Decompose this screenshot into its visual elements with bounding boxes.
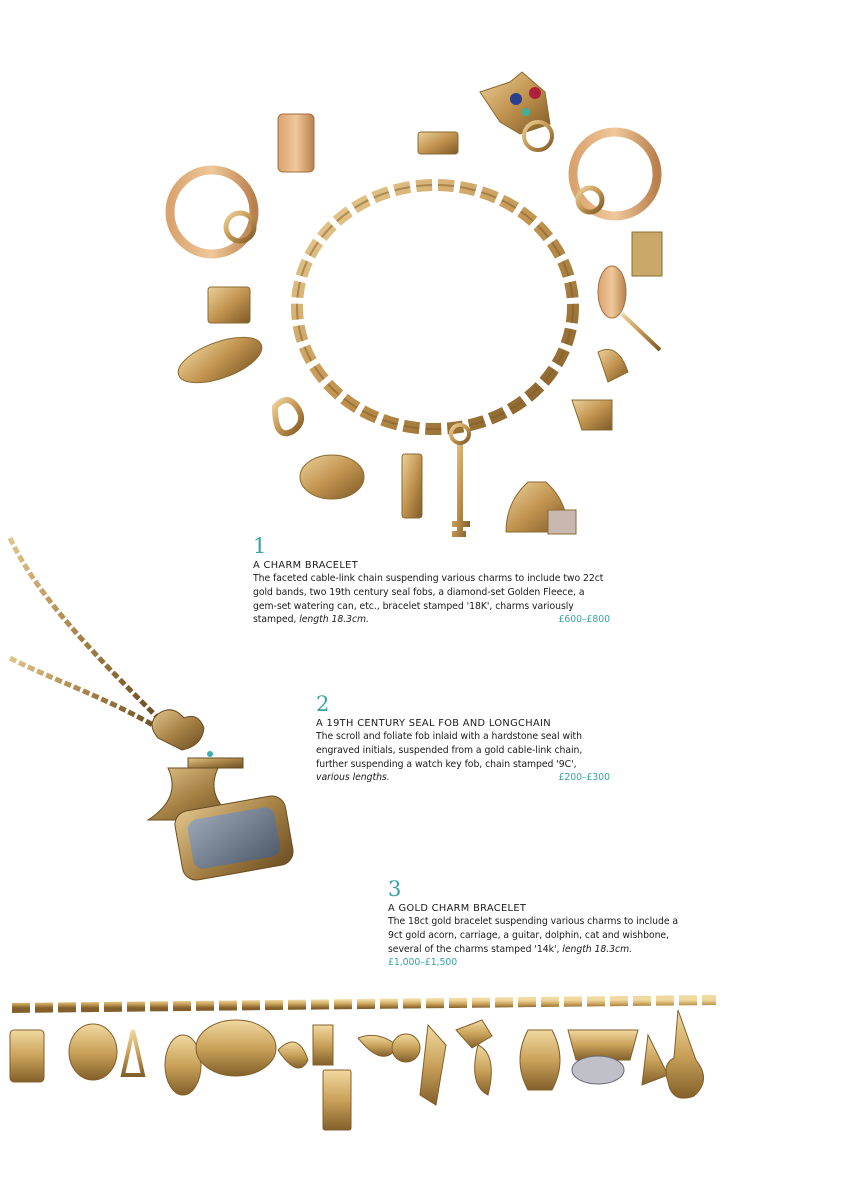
- gold-charm-bracelet-photo: [8, 990, 720, 1138]
- lot-measure: length 18.3cm.: [299, 614, 369, 626]
- lot-number: 1: [253, 534, 267, 558]
- lot-estimate: £600–£800: [558, 614, 610, 626]
- lot-description-text: The faceted cable-link chain suspending various charms to include two 22ct gold bands, two 19th century seal fobs, a diamond-set Golden Fleece, a gem-set watering can, etc., bracelet stamped '18K', charms variously stamped,: [253, 573, 604, 626]
- lot-description-text: The scroll and foliate fob inlaid with a hardstone seal with engraved initials, suspended from a gold cable-link chain, further suspending a watch key fob, chain stamped '9C',: [316, 731, 583, 770]
- lot-estimate: £200–£300: [558, 772, 610, 784]
- lot-1: [253, 535, 610, 627]
- lot-title: A GOLD CHARM BRACELET: [388, 903, 527, 914]
- lot-title: A CHARM BRACELET: [253, 560, 359, 571]
- lot-number: 3: [388, 877, 402, 901]
- lot-measure: various lengths.: [316, 772, 390, 784]
- lot-description: [388, 915, 680, 970]
- lot-description: [253, 572, 610, 627]
- lot-number: 2: [316, 692, 330, 716]
- lot-estimate: £1,000–£1,500: [388, 957, 458, 969]
- lot-title: A 19TH CENTURY SEAL FOB AND LONGCHAIN: [316, 718, 551, 729]
- lot-2: [316, 693, 610, 785]
- charm-bracelet-photo: [150, 62, 670, 554]
- seal-fob-photo: [8, 528, 298, 883]
- lot-measure: length 18.3cm.: [562, 943, 633, 955]
- lot-description: [316, 730, 610, 785]
- lot-description-text: The 18ct gold bracelet suspending various charms to include a 9ct gold acorn, carriage, a guitar, dolphin, cat and wishbone, several of the charms stamped '14k',: [388, 916, 679, 955]
- lot-3: [388, 878, 680, 970]
